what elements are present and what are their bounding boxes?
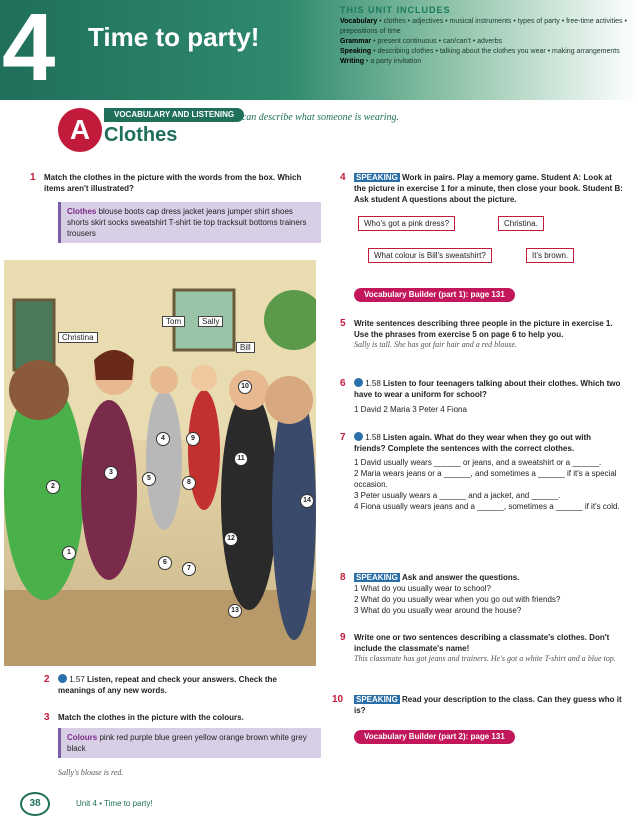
- box-caption: Clothes: [67, 207, 97, 216]
- clothes-word-box: [58, 202, 321, 243]
- can-do-statement: I can describe what someone is wearing.: [236, 112, 400, 123]
- exercise-1-text: Match the clothes in the picture with the words from the box. Which items aren't illustrated?: [44, 173, 302, 193]
- item-number: 11: [234, 452, 248, 466]
- exercise-number: 5: [340, 318, 346, 329]
- exercise-6: [340, 378, 624, 415]
- exercise-6-text: Listen to four teenagers talking about their clothes. Which two have to wear a uniform for school?: [354, 379, 621, 399]
- item-number: 1: [62, 546, 76, 560]
- exercise-7: [340, 432, 624, 512]
- exercise-number: 1: [30, 172, 36, 183]
- exercise-number: 6: [340, 378, 346, 389]
- sentence: 4 Fiona usually wears jeans and a ______, sometimes a ______ if it's cold.: [354, 502, 620, 511]
- item-number: 8: [182, 476, 196, 490]
- exercise-number: 2: [44, 674, 50, 685]
- vocabulary-builder-link[interactable]: Vocabulary Builder (part 1): page 131: [354, 288, 515, 302]
- unit-number: 4: [2, 0, 56, 101]
- sentence: 1 David usually wears ______ or jeans, and a sweatshirt or a ______.: [354, 458, 602, 467]
- section-label: VOCABULARY AND LISTENING: [104, 108, 244, 122]
- item-number: 10: [238, 380, 252, 394]
- exercise-2-text: Listen, repeat and check your answers. Check the meanings of any new words.: [58, 675, 277, 695]
- question: 2 What do you usually wear when you go out with friends?: [354, 595, 561, 604]
- exercise-1: [30, 172, 304, 194]
- speech-bubble: Who's got a pink dress?: [358, 216, 455, 231]
- section-letter: A: [58, 108, 102, 152]
- item-number: 7: [182, 562, 196, 576]
- unit-title: Time to party!: [88, 22, 260, 52]
- colours-word-box: [58, 728, 321, 758]
- exercise-3-example: Sally's blouse is red.: [58, 768, 124, 777]
- sentence: 3 Peter usually wears a ______ and a jacket, and ______.: [354, 491, 561, 500]
- exercise-9: [340, 632, 624, 663]
- item-number: 9: [186, 432, 200, 446]
- exercise-4-text: Work in pairs. Play a memory game. Student A: Look at the picture in exercise 1 for a minute, then close your book. Student B: Ask student A questions about the picture.: [354, 173, 623, 204]
- exercise-9-example: This classmate has got jeans and trainers. He's got a white T-shirt and a blue top.: [354, 654, 616, 663]
- item-number: 3: [104, 466, 118, 480]
- party-illustration: [4, 260, 316, 666]
- audio-track: 1.58: [365, 433, 381, 442]
- unit-header-banner: [0, 0, 638, 100]
- item-number: 4: [156, 432, 170, 446]
- label-christina: Christina: [58, 332, 98, 343]
- exercise-8: [340, 572, 624, 616]
- speech-bubble: Christina.: [498, 216, 544, 231]
- exercise-10-text: Read your description to the class. Can they guess who it is?: [354, 695, 622, 715]
- label-sally: Sally: [198, 316, 223, 327]
- exercise-number: 8: [340, 572, 346, 583]
- item-number: 5: [142, 472, 156, 486]
- exercise-2: [44, 674, 308, 696]
- audio-track: 1.57: [69, 675, 85, 684]
- includes-writing: a party invitation: [370, 58, 422, 65]
- exercise-5-example: Sally is tall. She has got fair hair and a red blouse.: [354, 340, 518, 349]
- exercise-4: [340, 172, 624, 205]
- question: 1 What do you usually wear to school?: [354, 584, 491, 593]
- includes-grammar: present continuous • can/can't • adverbs: [377, 38, 503, 45]
- unit-includes: THIS UNIT INCLUDES Vocabulary • clothes • adjectives • musical instruments • types of party • free-time activities • prepositions of time Grammar • present continuous • can/can't • adverbs Speaking • describing clothes • talking about the clothes you wear • making arrangements Writing • a party invitation: [340, 5, 634, 67]
- box-caption: Colours: [67, 733, 98, 742]
- speech-bubble: What colour is Bill's sweatshirt?: [368, 248, 492, 263]
- exercise-number: 3: [44, 712, 50, 723]
- box-items: pink red purple blue green yellow orange brown white grey black: [67, 733, 307, 753]
- exercise-6-names: 1 David 2 Maria 3 Peter 4 Fiona: [354, 405, 467, 414]
- exercise-8-text: Ask and answer the questions.: [402, 573, 520, 582]
- includes-heading: THIS UNIT INCLUDES: [340, 5, 451, 15]
- box-items: blouse boots cap dress jacket jeans jumper shirt shoes shorts skirt socks sweatshirt T-shirt tie top tracksuit bottoms trainers trousers: [67, 207, 307, 238]
- item-number: 14: [300, 494, 314, 508]
- item-number: 13: [228, 604, 242, 618]
- exercise-number: 4: [340, 172, 346, 183]
- exercise-3: [44, 712, 308, 723]
- exercise-number: 10: [332, 694, 344, 705]
- audio-icon[interactable]: [354, 378, 363, 387]
- page-number: 38: [20, 792, 50, 816]
- speech-bubble: It's brown.: [526, 248, 574, 263]
- item-number: 2: [46, 480, 60, 494]
- question: 3 What do you usually wear around the house?: [354, 606, 522, 615]
- speaking-tag: SPEAKING: [356, 695, 398, 704]
- footer-unit: Unit 4 • Time to party!: [76, 799, 153, 808]
- includes-speaking: describing clothes • talking about the clothes you wear • making arrangements: [377, 48, 620, 55]
- exercise-9-text: Write one or two sentences describing a classmate's clothes. Don't include the classmate's name!: [354, 633, 610, 653]
- exercise-number: 9: [340, 632, 346, 643]
- item-number: 12: [224, 532, 238, 546]
- audio-track: 1.58: [365, 379, 381, 388]
- exercise-number: 7: [340, 432, 346, 443]
- sentence: 2 Maria wears jeans or a ______, and sometimes a ______ if it's a special occasion.: [354, 469, 617, 489]
- party-scene-image: [4, 260, 316, 666]
- exercise-5-text: Write sentences describing three people in the picture in exercise 1. Use the phrases from exercise 5 on page 6 to help you.: [354, 319, 613, 339]
- includes-vocabulary: clothes • adjectives • musical instruments • types of party • free-time activities • prepositions of time: [340, 18, 627, 35]
- exercise-3-text: Match the clothes in the picture with the colours.: [58, 713, 244, 722]
- vocabulary-builder-link[interactable]: Vocabulary Builder (part 2): page 131: [354, 730, 515, 744]
- label-tom: Tom: [162, 316, 185, 327]
- audio-icon[interactable]: [354, 432, 363, 441]
- exercise-7-text: Listen again. What do they wear when they go out with friends? Complete the sentences with the correct clothes.: [354, 433, 592, 453]
- label-bill: Bill: [236, 342, 255, 353]
- exercise-5: [340, 318, 624, 349]
- audio-icon[interactable]: [58, 674, 67, 683]
- speaking-tag: SPEAKING: [356, 573, 398, 582]
- section-title: Clothes: [104, 124, 178, 146]
- speaking-tag: SPEAKING: [356, 173, 398, 182]
- item-number: 6: [158, 556, 172, 570]
- exercise-10: [332, 694, 624, 716]
